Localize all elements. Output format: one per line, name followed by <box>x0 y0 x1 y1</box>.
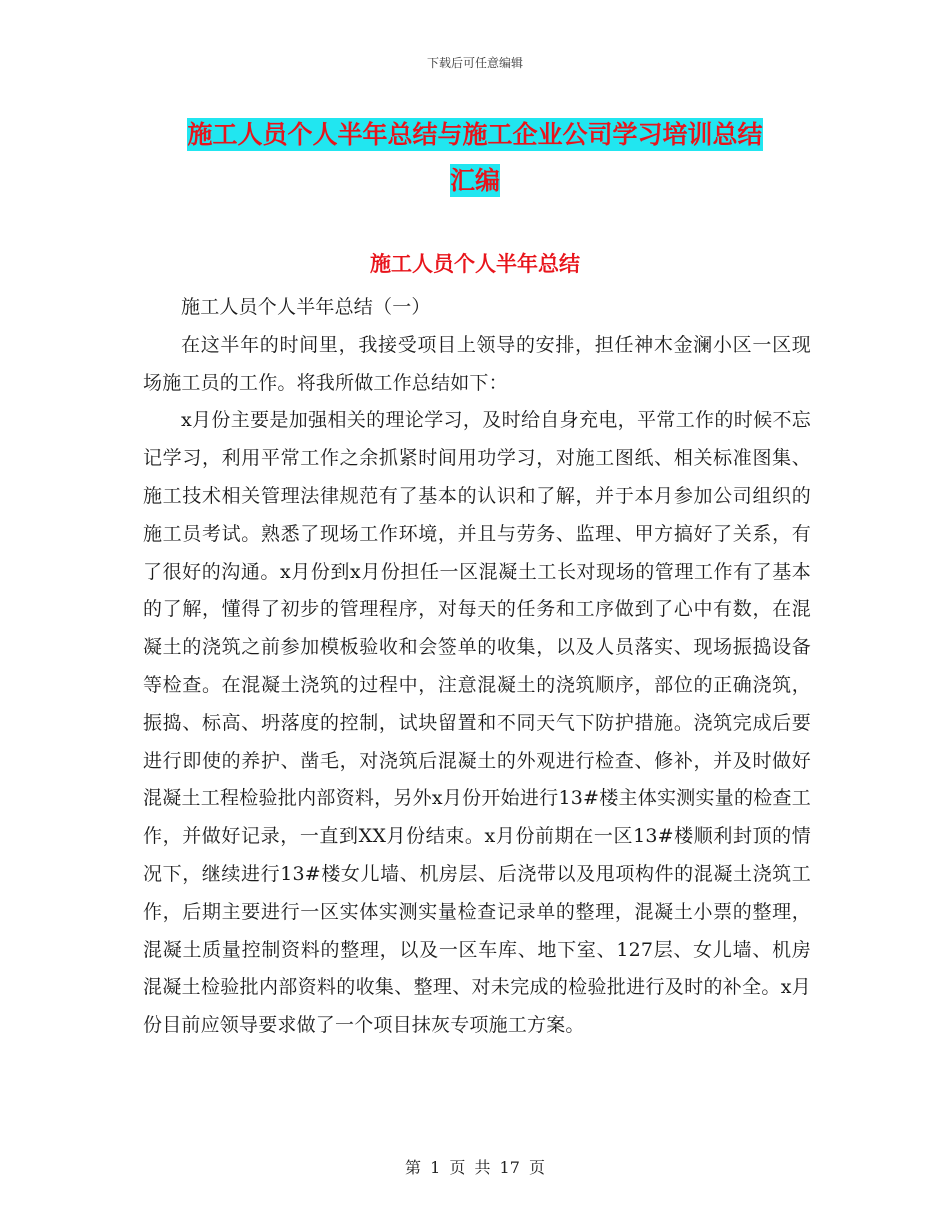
document-title <box>150 112 800 204</box>
document-title-line-2: 汇编 <box>449 166 500 195</box>
section-title: 施工人员个人半年总结 <box>370 251 580 276</box>
page-number: 第 1 页 共 17 页 <box>405 1158 545 1177</box>
document-title-line-1: 施工人员个人半年总结与施工企业公司学习培训总结 <box>187 120 763 149</box>
work-summary-paragraph: x月份主要是加强相关的理论学习，及时给自身充电，平常工作的时候不忘记学习，利用平常工作之余抓紧时间用功学习，对施工图纸、相关标准图集、施工技术相关管理法律规范有了基本的认识和了解，并于本月参加公司组织的施工员考试。熟悉了现场工作环境，并且与劳务、监理、甲方搞好了关系，有了很好的沟通。x月份到x月份担任一区混凝土工长对现场的管理工作有了基本的了解，懂得了初步的管理程序，对每天的任务和工序做到了心中有数，在混凝土的浇筑之前参加模板验收和会签单的收集，以及人员落实、现场振捣设备等检查。在混凝土浇筑的过程中，注意混凝土的浇筑顺序，部位的正确浇筑，振捣、标高、坍落度的控制，试块留置和不同天气下防护措施。浇筑完成后要进行即使的养护、凿毛，对浇筑后混凝土的外观进行检查、修补，并及时做好混凝土工程检验批内部资料，另外x月份开始进行13#楼主体实测实量的检查工作，并做好记录，一直到XX月份结束。x月份前期在一区13#楼顺利封顶的情况下，继续进行13#楼女儿墙、机房层、后浇带以及甩项构件的混凝土浇筑工作，后期主要进行一区实体实测实量检查记录单的整理，混凝土小票的整理，混凝土质量控制资料的整理，以及一区车库、地下室、127层、女儿墙、机房混凝土检验批内部资料的收集、整理、对未完成的检验批进行及时的补全。x月份目前应领导要求做了一个项目抹灰专项施工方案。 <box>143 409 811 1037</box>
subheading-paragraph: 施工人员个人半年总结（一） <box>181 296 431 318</box>
header-note: 下载后可任意编辑 <box>426 56 523 70</box>
intro-paragraph: 在这半年的时间里，我接受项目上领导的安排，担任神木金澜小区一区现场施工员的工作。将我所做工作总结如下： <box>143 333 811 394</box>
body-text <box>143 289 811 1045</box>
